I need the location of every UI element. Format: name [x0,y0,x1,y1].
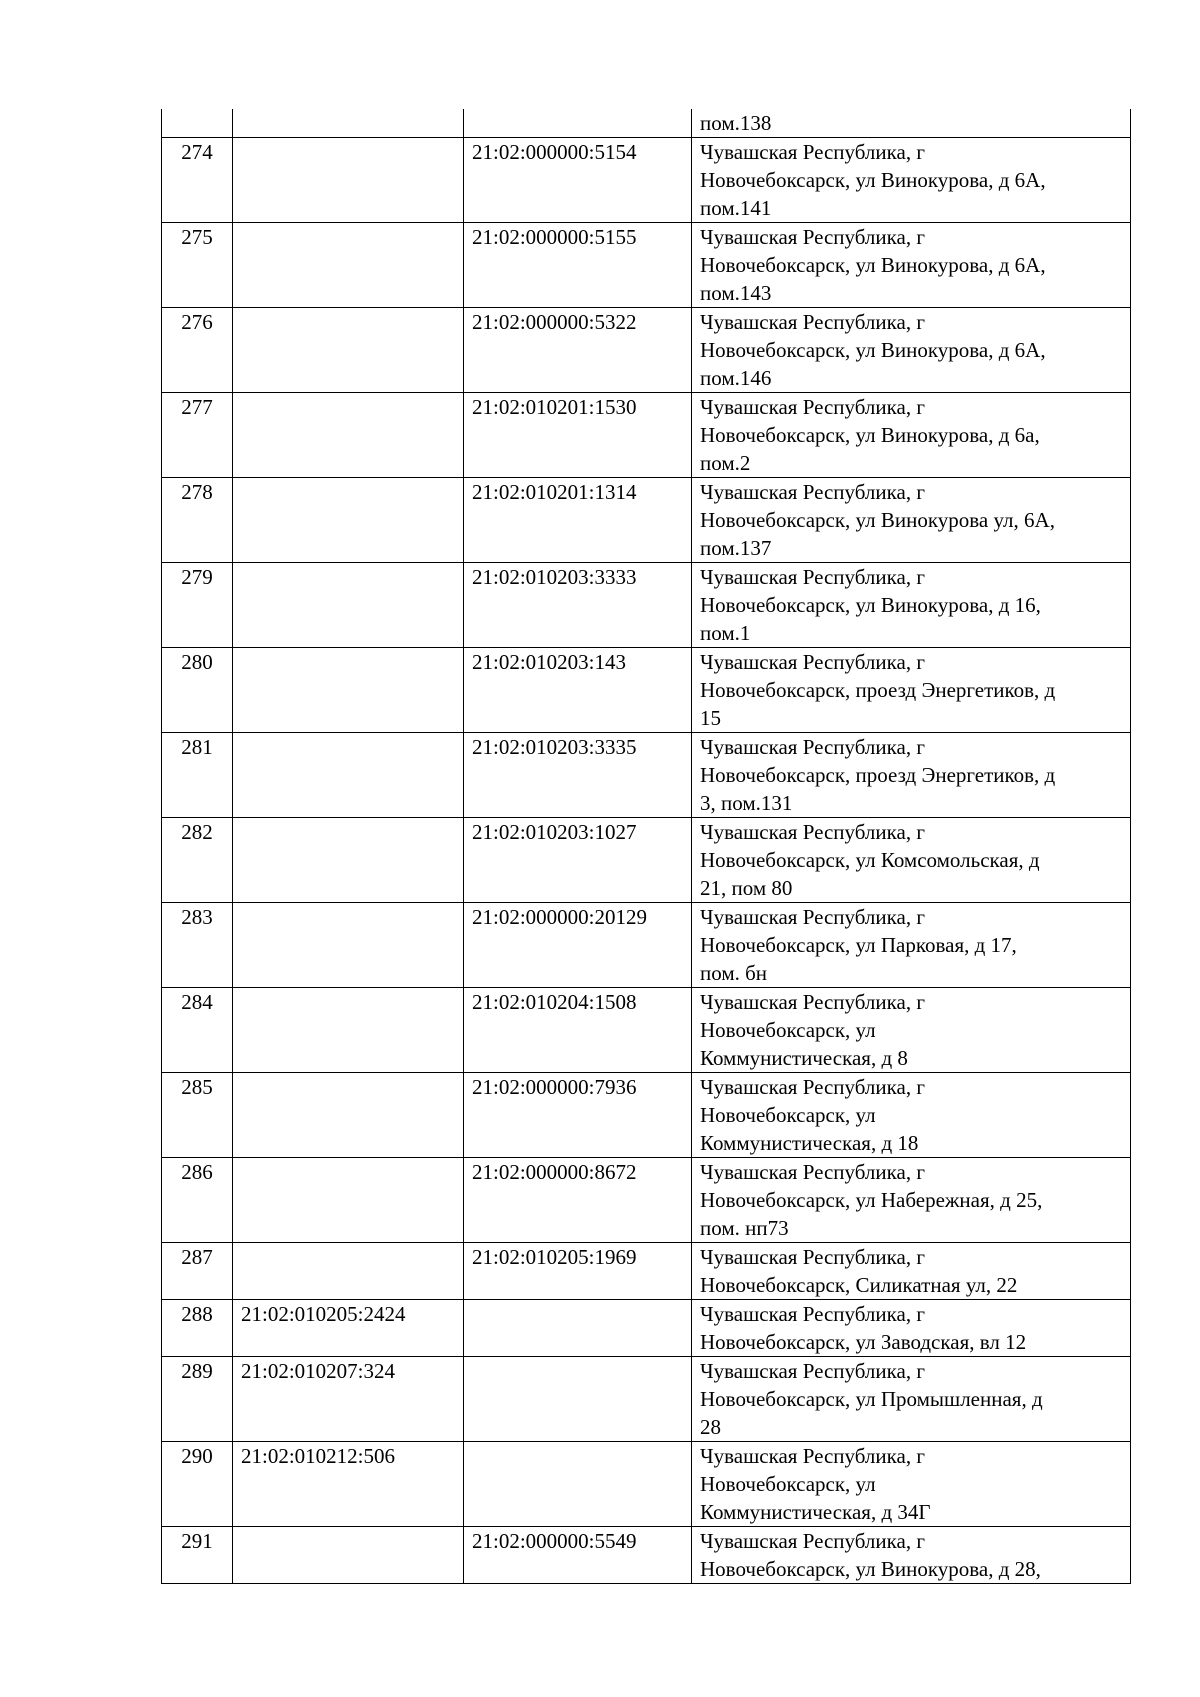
object-cadastral-cell: 21:02:000000:8672 [464,1158,692,1243]
object-cadastral-cell: 21:02:010201:1530 [464,393,692,478]
table-row [162,903,1131,988]
address-cell [692,818,1131,903]
table-row [162,478,1131,563]
table-row [162,138,1131,223]
address-line: Чувашская Республика, г [700,310,925,334]
address-cell [692,1243,1131,1300]
address-line: Новочебоксарск, ул Винокурова, д 28, [700,1557,1041,1581]
object-cadastral-cell: 21:02:010203:1027 [464,818,692,903]
address-cell [692,648,1131,733]
address-cell [692,223,1131,308]
object-cadastral-cell: 21:02:010201:1314 [464,478,692,563]
address-cell [692,563,1131,648]
object-cadastral-cell: 21:02:000000:20129 [464,903,692,988]
row-number-cell: 275 [162,223,233,308]
land-cadastral-cell [233,648,464,733]
address-line: 15 [700,706,721,730]
table-row [162,733,1131,818]
address-line: Новочебоксарск, Силикатная ул, 22 [700,1273,1018,1297]
address-line: Новочебоксарск, ул Винокурова, д 6А, [700,253,1046,277]
object-cadastral-cell [464,1357,692,1442]
object-cadastral-cell: 21:02:010204:1508 [464,988,692,1073]
table-row [162,563,1131,648]
address-cell [692,1527,1131,1584]
address-line: Чувашская Республика, г [700,225,925,249]
table-row [162,1073,1131,1158]
address-line: Чувашская Республика, г [700,990,925,1014]
land-cadastral-cell [233,818,464,903]
address-line: Новочебоксарск, ул Заводская, вл 12 [700,1330,1027,1354]
land-cadastral-cell [233,138,464,223]
address-line: Чувашская Республика, г [700,735,925,759]
table-row [162,1300,1131,1357]
address-line: Чувашская Республика, г [700,1245,925,1269]
land-cadastral-cell [233,1158,464,1243]
address-line: пом.143 [700,281,772,305]
row-number-cell: 279 [162,563,233,648]
row-number-cell: 278 [162,478,233,563]
address-line: Новочебоксарск, ул Парковая, д 17, [700,933,1017,957]
address-line: Новочебоксарск, ул Винокурова, д 6А, [700,168,1046,192]
land-cadastral-cell: 21:02:010212:506 [233,1442,464,1527]
address-cell [692,138,1131,223]
address-line: пом.138 [700,111,772,135]
land-cadastral-cell [233,563,464,648]
land-cadastral-cell: 21:02:010207:324 [233,1357,464,1442]
row-number-cell: 276 [162,308,233,393]
address-line: Новочебоксарск, ул Винокурова, д 6А, [700,338,1046,362]
row-number-cell: 281 [162,733,233,818]
address-line: пом.141 [700,196,772,220]
address-line: Чувашская Республика, г [700,480,925,504]
address-line: пом.146 [700,366,772,390]
row-number-cell: 285 [162,1073,233,1158]
address-cell [692,1300,1131,1357]
address-line: пом.137 [700,536,772,560]
object-cadastral-cell: 21:02:010203:3333 [464,563,692,648]
address-line: Коммунистическая, д 8 [700,1046,908,1070]
table-row [162,223,1131,308]
address-line: Чувашская Республика, г [700,395,925,419]
land-cadastral-cell [233,478,464,563]
table-row [162,1158,1131,1243]
row-number-cell: 282 [162,818,233,903]
object-cadastral-cell: 21:02:000000:7936 [464,1073,692,1158]
table-row [162,988,1131,1073]
address-line: пом. нп73 [700,1216,789,1240]
address-line: пом. бн [700,961,768,985]
table-row [162,818,1131,903]
address-line: Чувашская Республика, г [700,650,925,674]
land-cadastral-cell [233,1243,464,1300]
object-cadastral-cell [464,1442,692,1527]
land-cadastral-cell [233,903,464,988]
land-cadastral-cell [233,1073,464,1158]
address-line: пом.1 [700,621,751,645]
row-number-cell: 274 [162,138,233,223]
property-registry-table [161,109,1131,1584]
address-line: Новочебоксарск, ул Набережная, д 25, [700,1188,1043,1212]
object-cadastral-cell: 21:02:000000:5155 [464,223,692,308]
address-cell [692,1442,1131,1527]
address-line: Новочебоксарск, проезд Энергетиков, д [700,763,1056,787]
address-line: Чувашская Республика, г [700,1075,925,1099]
address-line: Чувашская Республика, г [700,1529,925,1553]
address-line: Новочебоксарск, ул [700,1472,876,1496]
address-cell [692,1073,1131,1158]
address-cell [692,733,1131,818]
address-line: Чувашская Республика, г [700,905,925,929]
address-line: Чувашская Республика, г [700,820,925,844]
row-number-cell: 284 [162,988,233,1073]
address-line: 21, пом 80 [700,876,793,900]
row-number-cell: 280 [162,648,233,733]
address-cell [692,109,1131,138]
address-line: 28 [700,1415,721,1439]
address-line: Новочебоксарск, ул [700,1103,876,1127]
row-number-cell: 286 [162,1158,233,1243]
object-cadastral-cell: 21:02:010205:1969 [464,1243,692,1300]
object-cadastral-cell: 21:02:000000:5322 [464,308,692,393]
object-cadastral-cell: 21:02:010203:143 [464,648,692,733]
row-number-cell: 289 [162,1357,233,1442]
address-line: Чувашская Республика, г [700,1302,925,1326]
table-row-continued [162,109,1131,138]
address-cell [692,988,1131,1073]
land-cadastral-cell [233,308,464,393]
table-row [162,393,1131,478]
address-cell [692,308,1131,393]
object-cadastral-cell: 21:02:000000:5154 [464,138,692,223]
address-line: Новочебоксарск, ул Винокурова, д 6а, [700,423,1040,447]
address-line: 3, пом.131 [700,791,793,815]
table-row [162,1243,1131,1300]
row-number-cell: 283 [162,903,233,988]
land-cadastral-cell: 21:02:010205:2424 [233,1300,464,1357]
land-cadastral-cell [233,988,464,1073]
address-cell [692,903,1131,988]
address-line: Чувашская Республика, г [700,1444,925,1468]
address-line: Чувашская Республика, г [700,1160,925,1184]
row-number-cell: 287 [162,1243,233,1300]
registry-table-body [162,109,1131,1584]
object-cadastral-cell [464,109,692,138]
address-cell [692,393,1131,478]
address-line: Новочебоксарск, ул [700,1018,876,1042]
address-line: Коммунистическая, д 34Г [700,1500,931,1524]
table-row [162,1527,1131,1584]
row-number-cell: 277 [162,393,233,478]
object-cadastral-cell: 21:02:010203:3335 [464,733,692,818]
land-cadastral-cell [233,109,464,138]
address-line: Коммунистическая, д 18 [700,1131,919,1155]
table-row [162,648,1131,733]
row-number-cell: 290 [162,1442,233,1527]
address-cell [692,1357,1131,1442]
row-number-cell: 288 [162,1300,233,1357]
address-line: Чувашская Республика, г [700,140,925,164]
address-line: Новочебоксарск, ул Промышленная, д [700,1387,1043,1411]
row-number-cell [162,109,233,138]
land-cadastral-cell [233,1527,464,1584]
address-line: Новочебоксарск, ул Винокурова, д 16, [700,593,1041,617]
object-cadastral-cell [464,1300,692,1357]
table-row [162,1442,1131,1527]
address-cell [692,1158,1131,1243]
land-cadastral-cell [233,223,464,308]
row-number-cell: 291 [162,1527,233,1584]
address-line: Новочебоксарск, ул Комсомольская, д [700,848,1040,872]
address-line: Чувашская Республика, г [700,1359,925,1383]
table-row [162,1357,1131,1442]
object-cadastral-cell: 21:02:000000:5549 [464,1527,692,1584]
land-cadastral-cell [233,393,464,478]
address-line: пом.2 [700,451,751,475]
address-line: Новочебоксарск, ул Винокурова ул, 6А, [700,508,1055,532]
table-row [162,308,1131,393]
land-cadastral-cell [233,733,464,818]
address-line: Новочебоксарск, проезд Энергетиков, д [700,678,1056,702]
address-line: Чувашская Республика, г [700,565,925,589]
address-cell [692,478,1131,563]
